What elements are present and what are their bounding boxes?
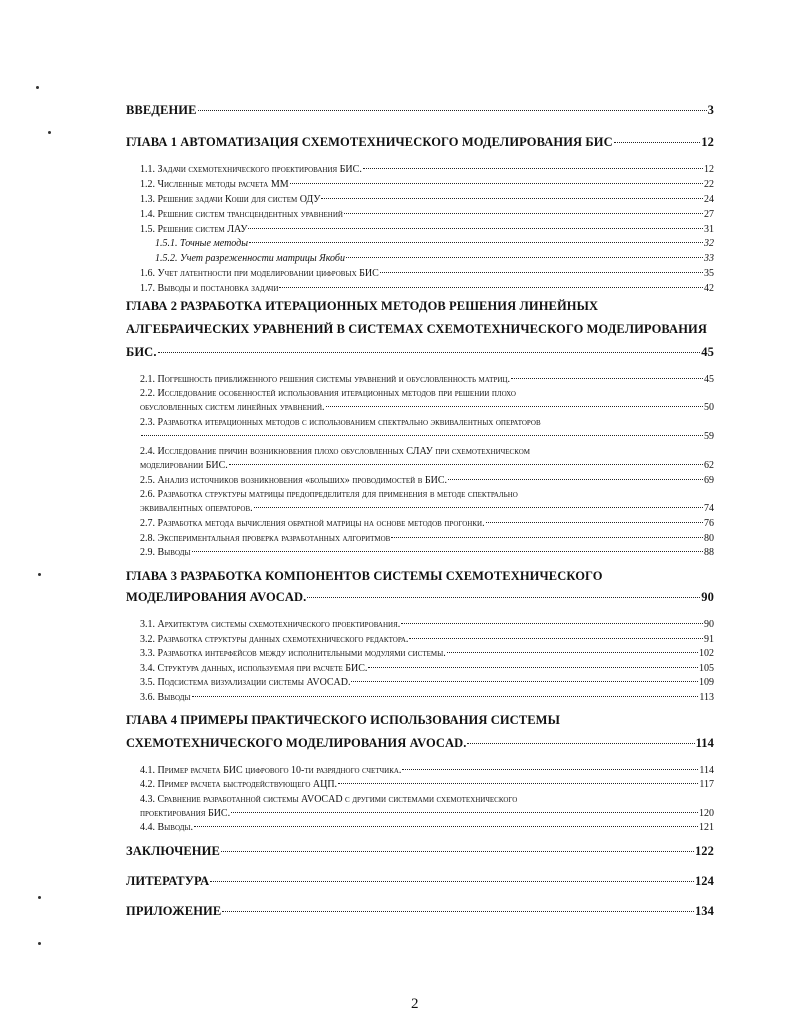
section-title: 3.2. Разработка структуры данных схемотехнического редактора. <box>140 634 409 645</box>
toc-section <box>140 808 714 819</box>
scan-mark <box>38 896 41 899</box>
section-title: 3.6. Выводы <box>140 692 191 703</box>
section-page: 42 <box>704 283 714 294</box>
dot-leader <box>248 228 703 229</box>
section-page: 120 <box>699 808 714 819</box>
toc-conclusion <box>126 844 714 859</box>
section-title-line-1: 4.3. Сравнение разработанной системы AVOCAD с другими системами схемотехнического <box>140 794 518 805</box>
section-page: 114 <box>699 765 714 776</box>
section-page: 59 <box>704 431 714 442</box>
dot-leader <box>194 826 698 827</box>
toc-section <box>140 431 714 442</box>
dot-leader <box>321 198 703 199</box>
chapter-4-title-line-2: СХЕМОТЕХНИЧЕСКОГО МОДЕЛИРОВАНИЯ AVOCAD. <box>126 736 467 750</box>
appendix-page: 134 <box>694 904 714 918</box>
dot-leader <box>231 812 698 813</box>
chapter-3-title-line-2: МОДЕЛИРОВАНИЯ AVOCAD. <box>126 590 307 604</box>
toc-section <box>140 402 714 413</box>
toc-section <box>140 547 714 558</box>
dot-leader <box>447 652 698 653</box>
toc-section <box>140 224 714 235</box>
section-page: 62 <box>704 460 714 471</box>
toc-chapter-4 <box>126 736 714 751</box>
toc-chapter-1 <box>126 135 714 150</box>
toc-subsection <box>155 238 714 249</box>
dot-leader <box>486 522 703 523</box>
toc-section <box>140 503 714 514</box>
chapter-2-title-line-3: БИС. <box>126 345 157 359</box>
section-title-line-1: 2.4. Исследование причин возникновения плохо обусловленных СЛАУ при схемотехническом <box>140 446 530 457</box>
section-title: 3.5. Подсистема визуализации системы AVOCAD. <box>140 677 351 688</box>
dot-leader <box>409 638 703 639</box>
dot-leader <box>344 213 703 214</box>
section-page: 31 <box>704 224 714 235</box>
chapter-2-title-line-1: ГЛАВА 2 РАЗРАБОТКА ИТЕРАЦИОННЫХ МЕТОДОВ РЕШЕНИЯ ЛИНЕЙНЫХ <box>126 299 599 313</box>
section-page: 91 <box>704 634 714 645</box>
dot-leader <box>210 881 694 882</box>
dot-leader <box>307 597 700 598</box>
chapter-2-page: 45 <box>701 345 714 359</box>
chapter-3-page: 90 <box>701 590 714 604</box>
section-title: 4.1. Пример расчета БИС цифрового 10-ти разрядного счетчика. <box>140 765 402 776</box>
toc-literature <box>126 874 714 889</box>
section-title: 1.3. Решение задачи Коши для систем ОДУ <box>140 194 321 205</box>
section-title: 2.8. Экспериментальная проверка разработанных алгоритмов <box>140 533 391 544</box>
toc-section <box>140 209 714 220</box>
scan-mark <box>36 86 39 89</box>
dot-leader <box>254 507 703 508</box>
dot-leader <box>402 769 698 770</box>
section-title: 1.6. Учет латентности при моделировании цифровых БИС <box>140 268 379 279</box>
section-title: эквивалентных операторов. <box>140 503 253 514</box>
section-page: 117 <box>699 779 714 790</box>
toc-section <box>140 374 714 385</box>
scan-mark <box>38 573 41 576</box>
dot-leader <box>401 623 703 624</box>
toc-section <box>140 634 714 645</box>
dot-leader <box>279 287 703 288</box>
dot-leader <box>222 911 694 912</box>
toc-appendix <box>126 904 714 919</box>
toc-subsection <box>155 253 714 264</box>
dot-leader <box>346 257 703 258</box>
section-page: 35 <box>704 268 714 279</box>
section-page: 12 <box>704 164 714 175</box>
dot-leader <box>249 242 703 243</box>
toc-intro-title: ВВЕДЕНИЕ <box>126 103 197 117</box>
scan-mark <box>48 131 51 134</box>
section-title: обусловленных систем линейных уравнений. <box>140 402 325 413</box>
toc-section <box>140 677 714 688</box>
conclusion-page: 122 <box>694 844 714 858</box>
toc-intro <box>126 103 714 118</box>
section-title: 1.5. Решение систем ЛАУ <box>140 224 248 235</box>
dot-leader <box>511 378 703 379</box>
toc-section <box>140 648 714 659</box>
toc-section <box>140 518 714 529</box>
section-title: 1.1. Задачи схемотехнического проектирования БИС. <box>140 164 362 175</box>
toc-section <box>140 194 714 205</box>
dot-leader <box>614 142 701 143</box>
toc-section <box>140 460 714 471</box>
section-title: 4.2. Пример расчета быстродействующего АЦП. <box>140 779 338 790</box>
toc-chapter-3 <box>126 590 714 605</box>
toc-section <box>140 179 714 190</box>
conclusion-title: ЗАКЛЮЧЕНИЕ <box>126 844 220 858</box>
section-title: 3.1. Архитектура системы схемотехнического проектирования. <box>140 619 401 630</box>
dot-leader <box>363 168 703 169</box>
subsection-page: 33 <box>704 253 714 264</box>
section-title: 4.4. Выводы. <box>140 822 194 833</box>
dot-leader <box>192 551 703 552</box>
literature-title: ЛИТЕРАТУРА <box>126 874 210 888</box>
section-page: 76 <box>704 518 714 529</box>
toc-section <box>140 475 714 486</box>
section-title: 2.5. Анализ источников возникновения «больших» проводимостей в БИС. <box>140 475 448 486</box>
section-title-line-1: 2.3. Разработка итерационных методов с использованием спектрально эквивалентных операторов <box>140 417 541 428</box>
dot-leader <box>448 479 703 480</box>
toc-section <box>140 268 714 279</box>
section-page: 69 <box>704 475 714 486</box>
section-page: 109 <box>699 677 714 688</box>
toc-section <box>140 822 714 833</box>
section-page: 113 <box>699 692 714 703</box>
dot-leader <box>221 851 694 852</box>
section-title: 3.4. Структура данных, используемая при расчете БИС. <box>140 663 368 674</box>
chapter-3-title-line-1: ГЛАВА 3 РАЗРАБОТКА КОМПОНЕНТОВ СИСТЕМЫ СХЕМОТЕХНИЧЕСКОГО <box>126 569 603 583</box>
section-page: 121 <box>699 822 714 833</box>
section-title: 3.3. Разработка интерфейсов между исполнительными модулями системы. <box>140 648 446 659</box>
section-page: 80 <box>704 533 714 544</box>
chapter-2-title-line-2: АЛГЕБРАИЧЕСКИХ УРАВНЕНИЙ В СИСТЕМАХ СХЕМОТЕХНИЧЕСКОГО МОДЕЛИРОВАНИЯ <box>126 322 707 336</box>
section-title-line-1: 2.2. Исследование особенностей использования итерационных методов при решении плохо <box>140 388 516 399</box>
subsection-title: 1.5.1. Точные методы <box>155 238 248 249</box>
chapter-4-title-line-1: ГЛАВА 4 ПРИМЕРЫ ПРАКТИЧЕСКОГО ИСПОЛЬЗОВАНИЯ СИСТЕМЫ <box>126 713 560 727</box>
dot-leader <box>290 183 703 184</box>
section-title: 2.1. Погрешность приближенного решения системы уравнений и обусловленность матриц. <box>140 374 510 385</box>
subsection-page: 32 <box>704 238 714 249</box>
toc-section <box>140 779 714 790</box>
section-page: 105 <box>699 663 714 674</box>
section-page: 22 <box>704 179 714 190</box>
dot-leader <box>368 667 698 668</box>
dot-leader <box>338 783 698 784</box>
chapter-1-page: 12 <box>701 135 714 149</box>
dot-leader <box>326 406 703 407</box>
toc-chapter-2 <box>126 345 714 360</box>
chapter-4-page: 114 <box>695 736 714 750</box>
toc-section <box>140 765 714 776</box>
toc-section <box>140 283 714 294</box>
dot-leader <box>467 743 694 744</box>
toc-section <box>140 533 714 544</box>
section-title-line-1: 2.6. Разработка структуры матрицы предопределителя для применения в методе спектрально <box>140 489 518 500</box>
dot-leader <box>158 352 701 353</box>
toc-intro-page: 3 <box>707 103 714 117</box>
dot-leader <box>141 435 703 436</box>
section-page: 88 <box>704 547 714 558</box>
subsection-title: 1.5.2. Учет разреженности матрицы Якоби <box>155 253 345 264</box>
toc-section <box>140 692 714 703</box>
page-number: 2 <box>411 996 419 1012</box>
appendix-title: ПРИЛОЖЕНИЕ <box>126 904 222 918</box>
section-title: 2.7. Разработка метода вычисления обратной матрицы на основе методов прогонки. <box>140 518 485 529</box>
scan-mark <box>38 942 41 945</box>
dot-leader <box>351 681 698 682</box>
chapter-1-title: ГЛАВА 1 АВТОМАТИЗАЦИЯ СХЕМОТЕХНИЧЕСКОГО МОДЕЛИРОВАНИЯ БИС <box>126 135 613 149</box>
section-title: 1.4. Решение систем трансцендентных уравнений <box>140 209 343 220</box>
toc-section <box>140 619 714 630</box>
section-title: 1.2. Численные методы расчета ММ <box>140 179 289 190</box>
section-page: 24 <box>704 194 714 205</box>
section-page: 90 <box>704 619 714 630</box>
toc-section <box>140 164 714 175</box>
section-page: 27 <box>704 209 714 220</box>
section-page: 74 <box>704 503 714 514</box>
section-title: проектирования БИС. <box>140 808 231 819</box>
section-page: 45 <box>704 374 714 385</box>
dot-leader <box>229 464 703 465</box>
dot-leader <box>198 110 707 111</box>
section-title: 2.9. Выводы <box>140 547 191 558</box>
dot-leader <box>391 537 703 538</box>
section-page: 102 <box>699 648 714 659</box>
section-page: 50 <box>704 402 714 413</box>
dot-leader <box>380 272 703 273</box>
section-title: моделировании БИС. <box>140 460 228 471</box>
literature-page: 124 <box>694 874 714 888</box>
dot-leader <box>192 696 699 697</box>
toc-section <box>140 663 714 674</box>
section-title: 1.7. Выводы и постановка задачи <box>140 283 279 294</box>
